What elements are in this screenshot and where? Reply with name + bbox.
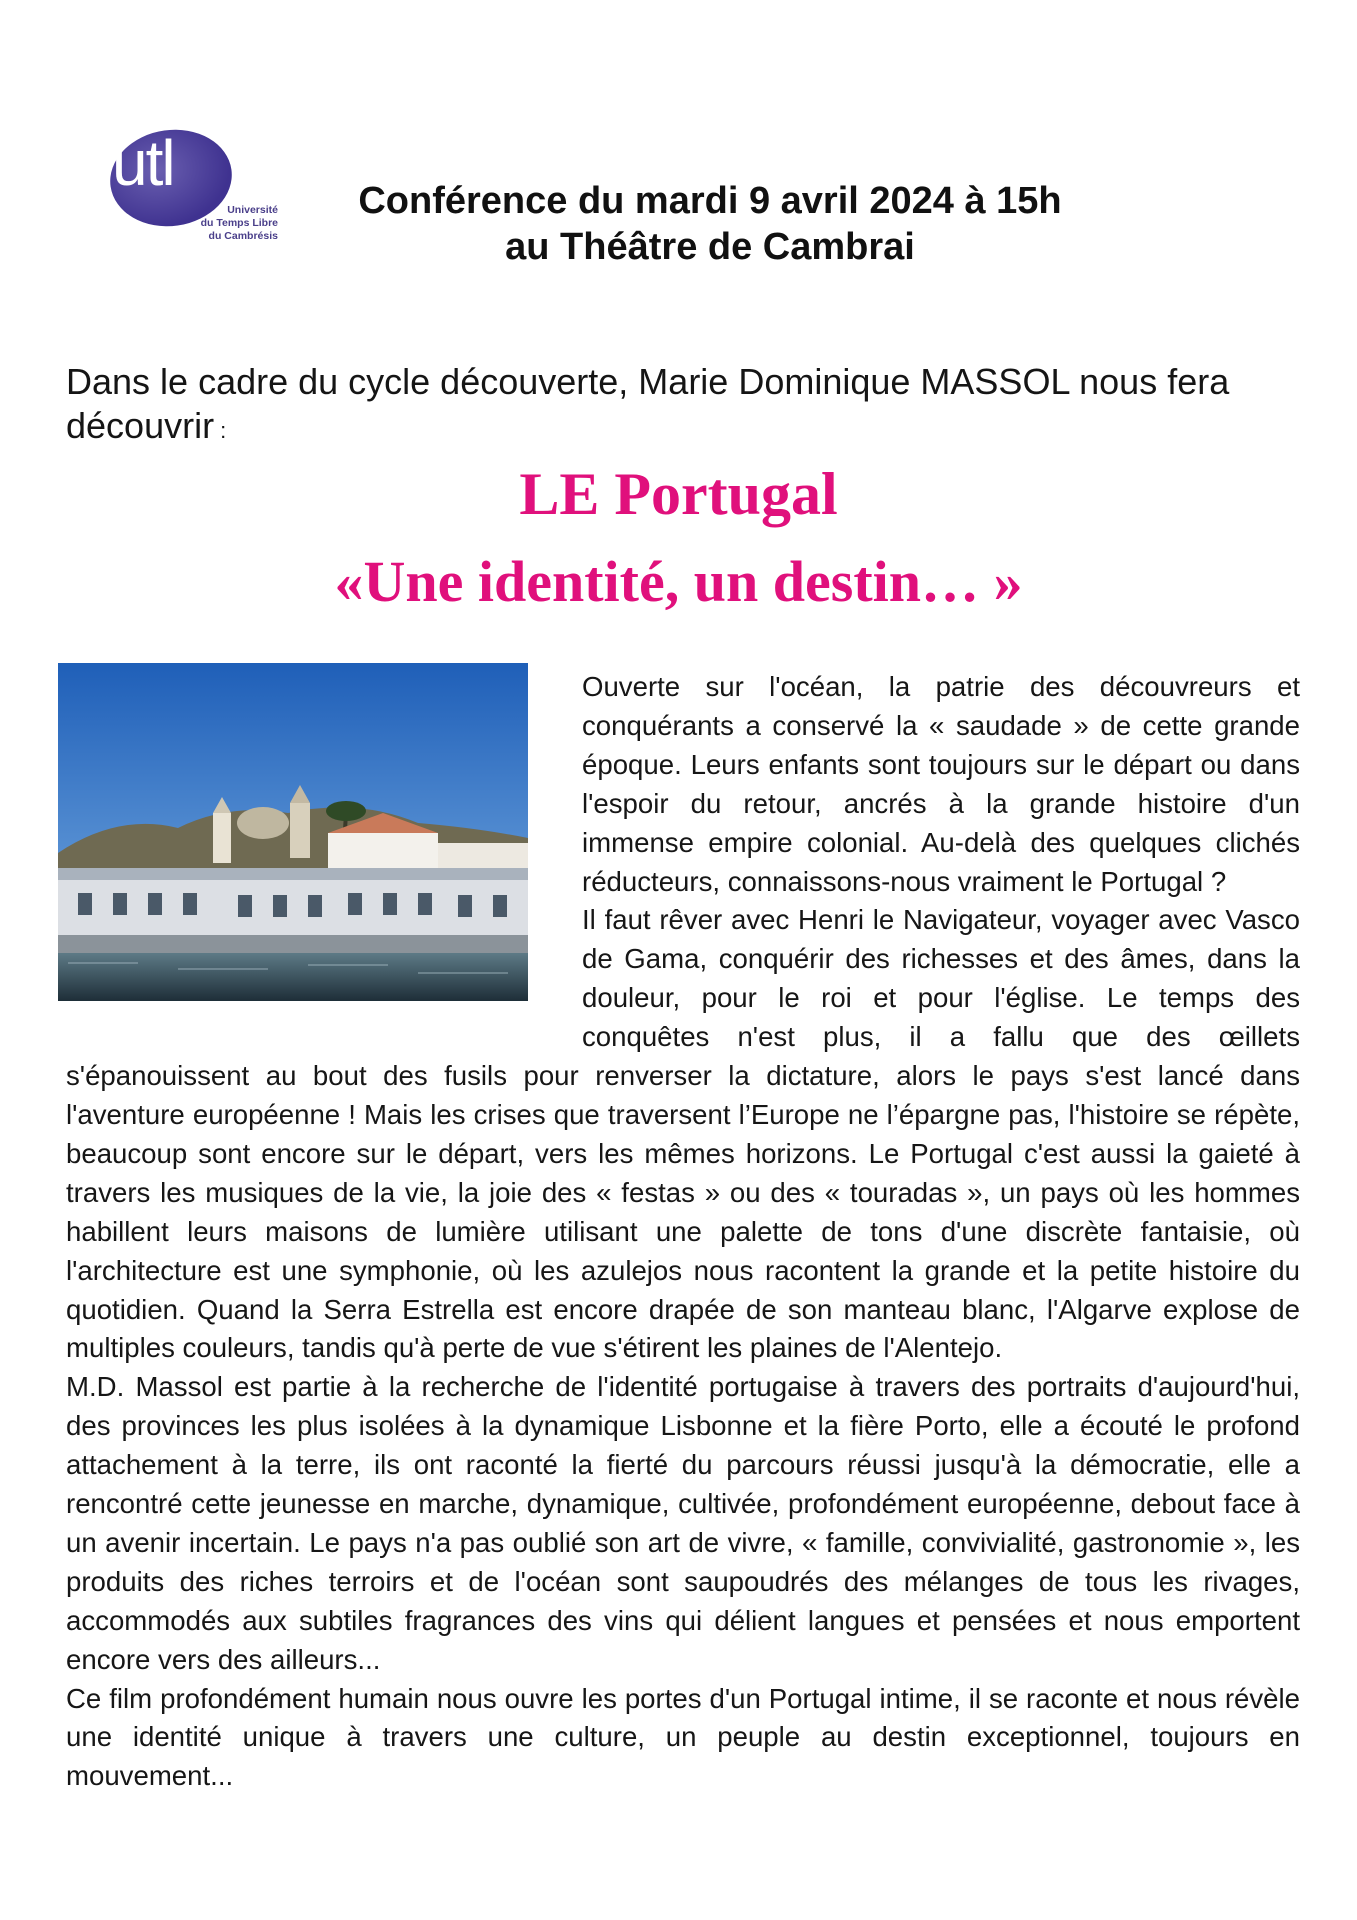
logo-mark: utl [112, 127, 174, 199]
main-title: LE Portugal [519, 461, 838, 527]
paragraph: Ce film profondément humain nous ouvre les portes d'un Portugal intime, il se raconte et nous révèle une identité unique à travers une culture, un peuple au destin exceptionnel, toujours en mouvement... [66, 1682, 1300, 1792]
logo-subtitle-line: Université [227, 204, 278, 216]
intro-colon: : [214, 418, 227, 443]
header-venue-line: au Théâtre de Cambrai [505, 226, 915, 268]
photo-spacer [66, 668, 582, 1036]
utl-logo [104, 118, 278, 268]
article-body [66, 668, 1300, 1796]
paragraph: Ouverte sur l'océan, la patrie des découvreurs et conquérants a conservé la « saudade » de cette grande époque. Leurs enfants sont toujours sur le départ ou dans l'espoir du retour, ancrés à la grande histoire d'un immense empire colonial. Au-delà des quelques clichés réducteurs, connaissons-nous vraiment le Portugal ? [582, 671, 1300, 897]
paragraph: M.D. Massol est partie à la recherche de l'identité portugaise à travers des portraits d'aujourd'hui, des provinces les plus isolées à la dynamique Lisbonne et la fière Porto, elle a écouté le profond attachement à la terre, ils ont raconté la fierté du parcours réussi jusqu'à la démocratie, elle a rencontré cette jeunesse en marche, dynamique, cultivée, profondément européenne, debout face à un avenir incertain. Le pays n'a pas oublié son art de vivre, « famille, convivialité, gastronomie », les produits des riches terroirs et de l'océan sont saupoudrés des mélanges de tous les rivages, accommodés aux subtiles fragrances des vins qui délient langues et pensées et nous emportent encore vers des ailleurs... [66, 1371, 1300, 1675]
paragraph: Il faut rêver avec Henri le Navigateur, voyager avec Vasco de Gama, conquérir des richesses et des âmes, dans la douleur, pour le roi et pour l'église. Le temps des conquêtes n'est plus, il a fallu que des œillets s'épanouissent au bout des fusils pour renverser la dictature, alors le pays s'est lancé dans l'aventure européenne ! Mais les crises que traversent l’Europe ne l’épargne pas, l'histoire se répète, beaucoup sont encore sur le départ, vers les mêmes horizons. Le Portugal c'est aussi la gaieté à travers les musiques de la vie, la joie des « festas » ou des « touradas », un pays où les hommes habillent leurs maisons de lumière utilisant une palette de tons d'une discrète fantaisie, où l'architecture est une symphonie, où les azulejos nous racontent la grande et la petite histoire du quotidien. Quand la Serra Estrella est encore drapée de son manteau blanc, l'Algarve explose de multiples couleurs, tandis qu'à perte de vue s'étirent les plaines de l'Alentejo. [66, 904, 1300, 1364]
logo-subtitle-line: du Temps Libre [200, 217, 278, 229]
logo-subtitle [178, 204, 278, 243]
subtitle: «Une identité, un destin… » [334, 549, 1023, 614]
conference-header [280, 178, 1140, 270]
intro-text [66, 360, 1296, 453]
logo-subtitle-line: du Cambrésis [208, 230, 278, 242]
header-date-line: Conférence du mardi 9 avril 2024 à 15h [358, 180, 1062, 222]
intro-sentence: Dans le cadre du cycle découverte, Marie Dominique MASSOL nous fera découvrir [66, 361, 1230, 446]
